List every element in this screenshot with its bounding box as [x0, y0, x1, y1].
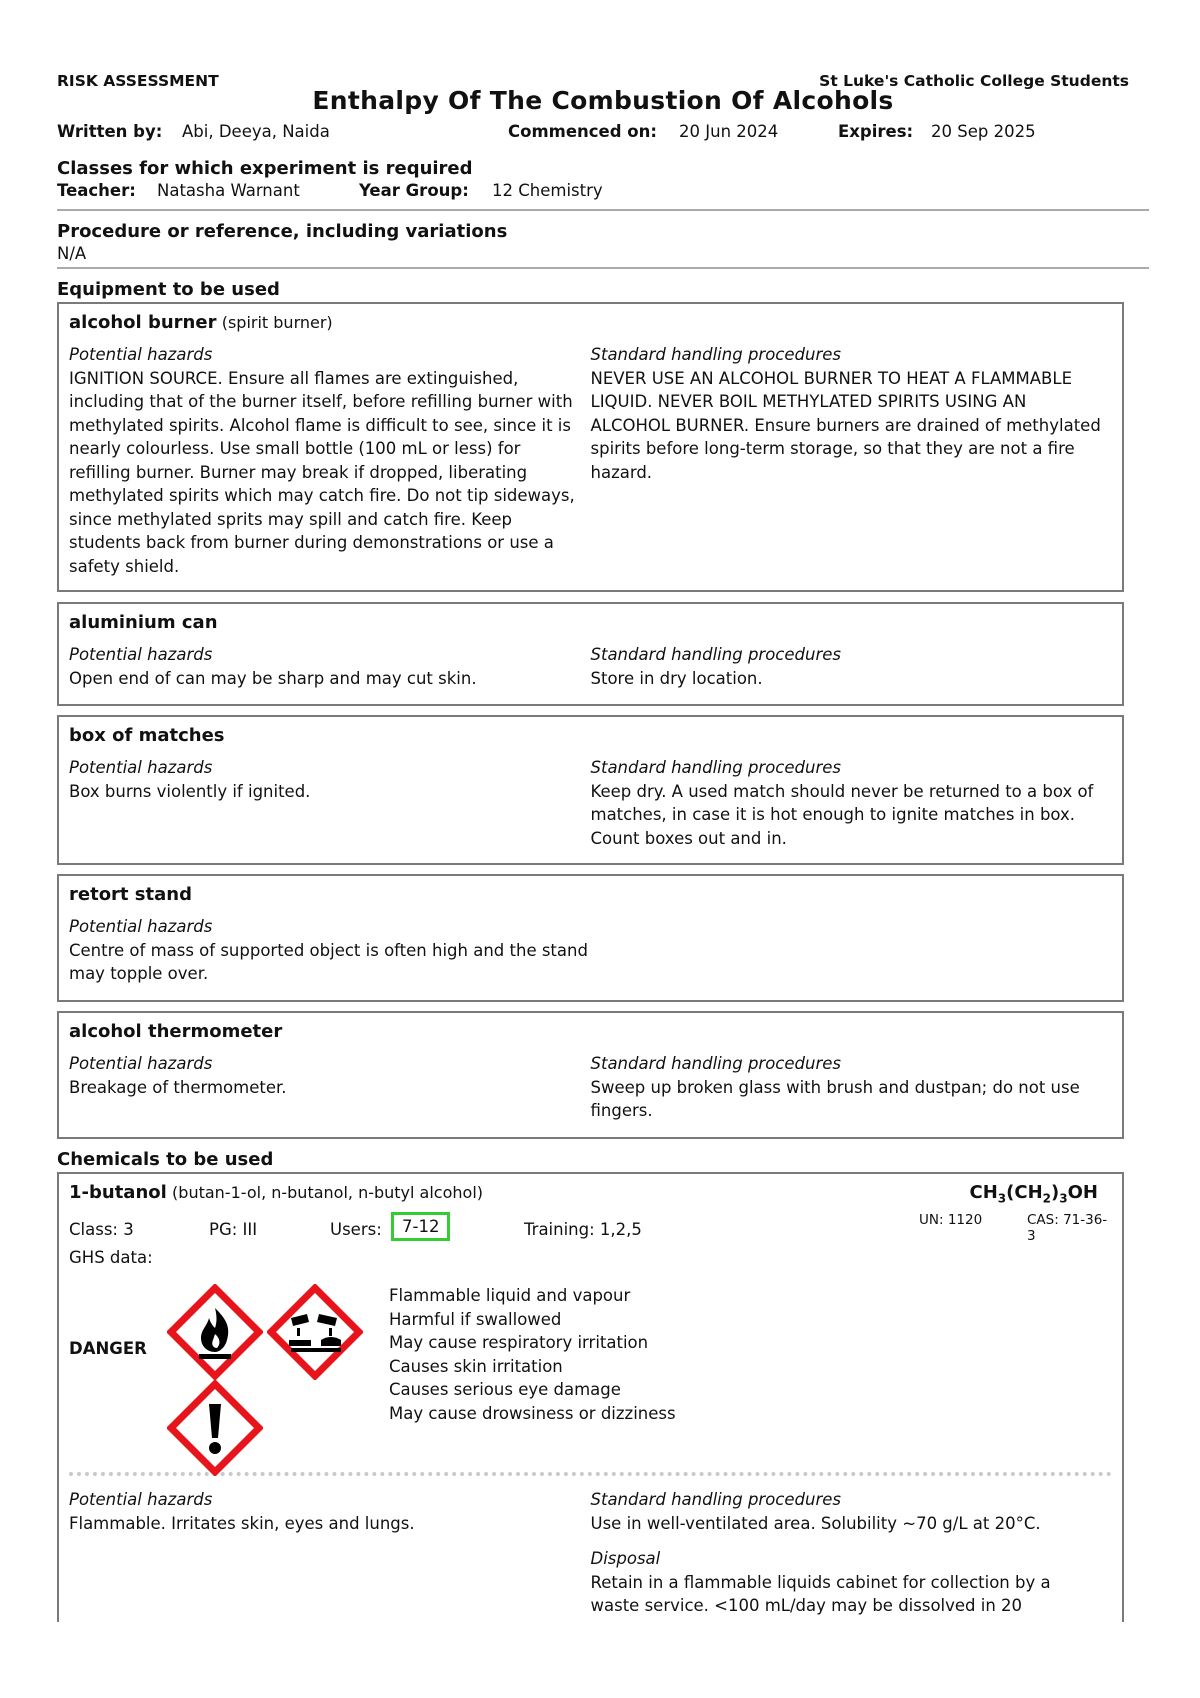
equipment-synonym: (spirit burner)	[221, 313, 333, 332]
hazard-statement: Harmful if swallowed	[389, 1309, 562, 1329]
flame-icon	[167, 1284, 263, 1380]
users-label: Users:	[330, 1220, 382, 1239]
hazards-text: Box burns violently if ignited.	[69, 781, 311, 801]
training-value: Training: 1,2,5	[524, 1220, 642, 1239]
teacher-label: Teacher:	[57, 181, 136, 200]
meta-row	[57, 122, 1149, 148]
organisation: St Luke's Catholic College Students	[819, 72, 1129, 90]
hazard-statement: May cause respiratory irritation	[389, 1333, 649, 1352]
procedures-label: Standard handling procedures	[590, 345, 841, 364]
chemical-synonyms: (butan-1-ol, n-butanol, n-butyl alcohol)	[172, 1183, 484, 1202]
divider	[57, 209, 1149, 211]
classes-heading: Classes for which experiment is required	[57, 158, 473, 179]
equipment-name: alcohol thermometer	[69, 1021, 283, 1042]
divider	[57, 267, 1149, 269]
chemical-formula: $CH_3(CH_2)_3OH$	[969, 1182, 1098, 1206]
page-title: Enthalpy Of The Combustion Of Alcohols	[312, 86, 894, 115]
hazards-text: Flammable. Irritates skin, eyes and lungs.	[69, 1513, 415, 1533]
equipment-heading: Equipment to be used	[57, 279, 280, 300]
ghs-section	[69, 1248, 1112, 1448]
procedure-heading: Procedure or reference, including variations	[57, 221, 508, 242]
corrosion-icon	[267, 1284, 363, 1380]
hazards-text: IGNITION SOURCE. Ensure all flames are extinguished, including that of the burner itself, before refilling burner with methylated spirits. Alcohol flame is difficult to see, since it is nearly colourless. Use small bottle (100 mL or less) for refilling burner. Burner may break if dropped, liberating methylated spirits which may catch fire. Do not tip sideways, since methylated sprits may spill and catch fire. Keep students back from burner during demonstrations or use a safety shield.	[69, 368, 575, 576]
hazard-statement: May cause drowsiness or dizziness	[389, 1403, 676, 1423]
teacher-value: Natasha Warnant	[157, 181, 300, 200]
procedures-text: Store in dry location.	[590, 668, 763, 688]
hazard-statement: Flammable liquid and vapour	[389, 1286, 631, 1305]
hazards-label: Potential hazards	[69, 645, 213, 664]
hazard-statements	[389, 1284, 676, 1425]
hazard-statement: Causes skin irritation	[389, 1356, 563, 1376]
chemical-card	[57, 1172, 1124, 1622]
disposal-label: Disposal	[590, 1549, 661, 1568]
hazards-label: Potential hazards	[69, 917, 213, 936]
procedures-text: Use in well-ventilated area. Solubility ~70 g/L at 20°C.	[590, 1513, 1041, 1533]
procedures-text: NEVER USE AN ALCOHOL BURNER TO HEAT A FLAMMABLE LIQUID. NEVER BOIL METHYLATED SPIRITS USING AN ALCOHOL BURNER. Ensure burners are drained of methylated spirits before long-term storage, so that they are not a fire hazard.	[590, 368, 1101, 482]
users-value: 7-12	[391, 1212, 450, 1241]
procedures-label: Standard handling procedures	[590, 758, 841, 777]
hazards-text: Centre of mass of supported object is often high and the stand may topple over.	[69, 940, 588, 983]
commenced-value: 20 Jun 2024	[679, 122, 779, 141]
header-line	[57, 68, 1149, 90]
exclamation-icon	[167, 1380, 263, 1476]
cas-number: CAS: 71-36-3	[1027, 1212, 1108, 1244]
signal-word: DANGER	[69, 1339, 147, 1358]
ghs-label: GHS data:	[69, 1248, 153, 1267]
pg-value: PG: III	[209, 1220, 258, 1239]
equipment-card	[57, 874, 1124, 1002]
equipment-card	[57, 302, 1124, 592]
equipment-name: box of matches	[69, 725, 225, 746]
equipment-card	[57, 1011, 1124, 1139]
hazard-statement: Causes serious eye damage	[389, 1380, 621, 1399]
equipment-card	[57, 602, 1124, 706]
procedures-label: Standard handling procedures	[590, 1054, 841, 1073]
written-by-label: Written by:	[57, 122, 163, 141]
procedures-label: Standard handling procedures	[590, 645, 841, 664]
chemical-class-row	[69, 1212, 1112, 1248]
class-value: Class: 3	[69, 1220, 134, 1239]
procedures-text: Keep dry. A used match should never be returned to a box of matches, in case it is hot enough to ignite matches in box. Count boxes out and in.	[590, 781, 1094, 848]
expires-label: Expires:	[838, 122, 914, 141]
classes-row	[57, 181, 1149, 205]
hazards-label: Potential hazards	[69, 758, 213, 777]
equipment-name: alcohol burner	[69, 312, 217, 333]
procedures-text: Sweep up broken glass with brush and dustpan; do not use fingers.	[590, 1077, 1080, 1120]
equipment-card	[57, 715, 1124, 865]
commenced-label: Commenced on:	[508, 122, 657, 141]
disposal-text: Retain in a flammable liquids cabinet for collection by a waste service. <100 mL/day may be dissolved in 20	[590, 1572, 1051, 1615]
written-by-value: Abi, Deeya, Naida	[182, 122, 330, 141]
chemical-name: 1-butanol	[69, 1182, 167, 1203]
year-value: 12 Chemistry	[492, 181, 603, 200]
risk-assessment-page	[57, 68, 1149, 1622]
expires-value: 20 Sep 2025	[931, 122, 1036, 141]
hazards-label: Potential hazards	[69, 345, 213, 364]
hazards-text: Breakage of thermometer.	[69, 1077, 287, 1097]
chemicals-heading: Chemicals to be used	[57, 1149, 274, 1170]
year-label: Year Group:	[359, 181, 469, 200]
hazards-text: Open end of can may be sharp and may cut skin.	[69, 668, 477, 688]
hazards-label: Potential hazards	[69, 1054, 213, 1073]
doc-type: RISK ASSESSMENT	[57, 72, 219, 90]
equipment-name: retort stand	[69, 884, 192, 905]
procedures-label: Standard handling procedures	[590, 1490, 841, 1509]
un-number: UN: 1120	[919, 1212, 983, 1228]
procedure-text: N/A	[57, 244, 87, 263]
chemical-handling	[69, 1488, 1112, 1618]
chemical-header	[69, 1182, 1112, 1212]
hazards-label: Potential hazards	[69, 1490, 213, 1509]
equipment-name: aluminium can	[69, 612, 218, 633]
